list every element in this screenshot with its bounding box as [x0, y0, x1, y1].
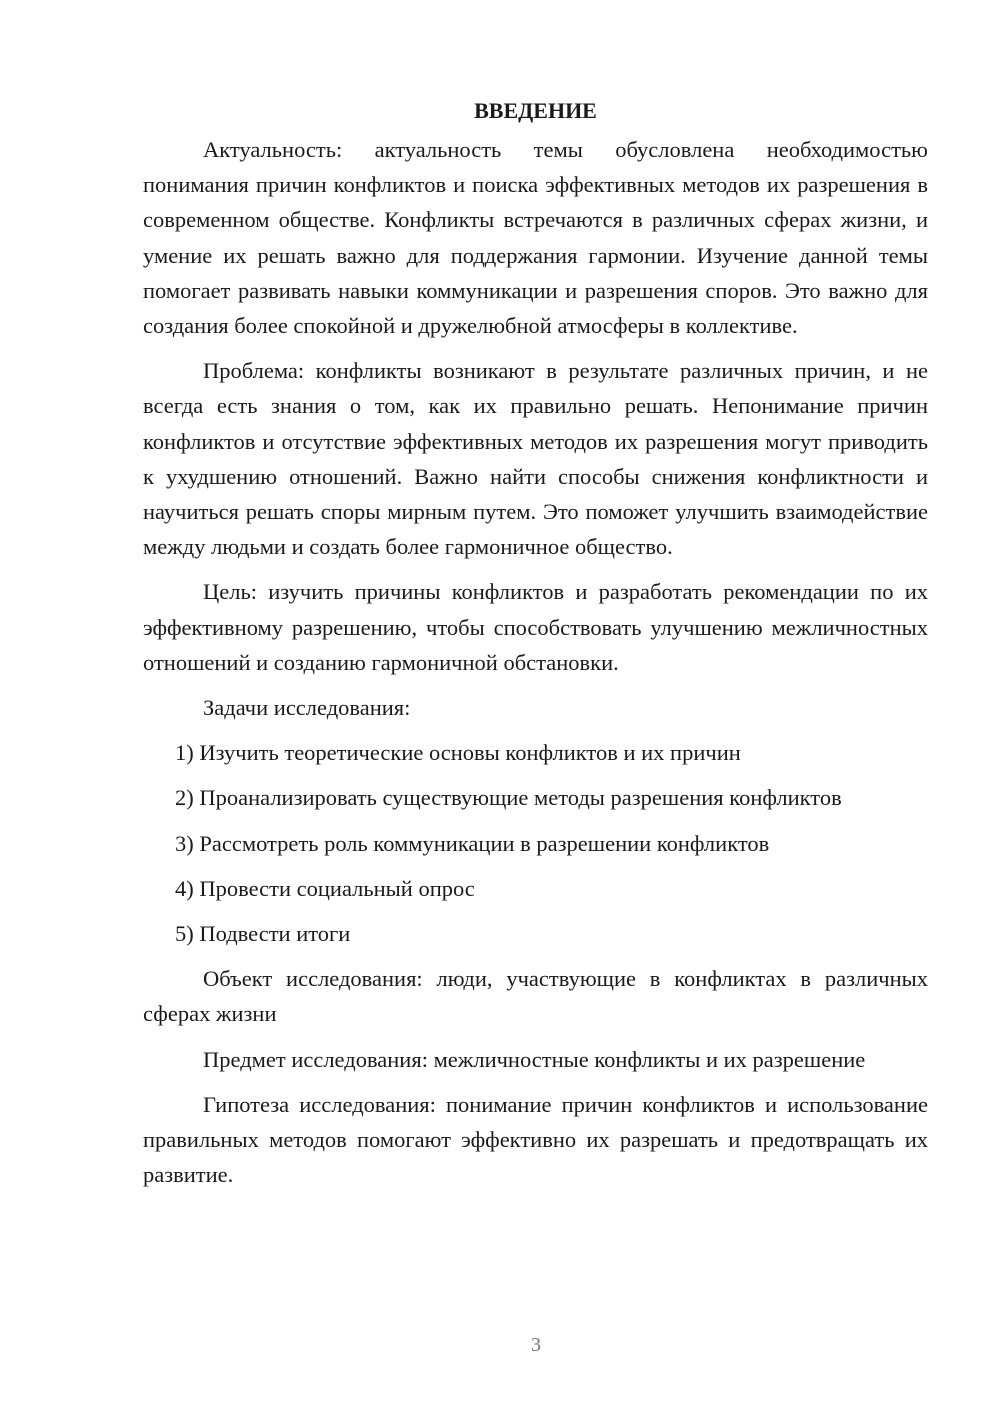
object-paragraph: Объект исследования: люди, участвующие в конфликтах в различных сферах жизни — [143, 966, 928, 1027]
document-page — [143, 96, 928, 1202]
subject-paragraph: Предмет исследования: межличностные конфликты и их разрешение — [203, 1046, 866, 1072]
task-item: 5) Подвести итоги — [175, 921, 351, 947]
relevance-paragraph: Актуальность: актуальность темы обусловлена необходимостью понимания причин конфликтов и поиска эффективных методов их разрешения в современном обществе. Конфликты встречаются в различных сферах жизни, и умение их решать важно для поддержания гармонии. Изучение данной темы помогает развивать навыки коммуникации и разрешения споров. Это важно для создания более спокойной и дружелюбной атмосферы в коллективе. — [143, 137, 928, 339]
task-item: 4) Провести социальный опрос — [175, 875, 475, 901]
problem-paragraph: Проблема: конфликты возникают в результате различных причин, и не всегда есть знания о том, как их правильно решать. Непонимание причин конфликтов и отсутствие эффективных методов их разрешения могут приводить к ухудшению отношений. Важно найти способы снижения конфликтности и научиться решать споры мирным путем. Это поможет улучшить взаимодействие между людьми и создать более гармоничное общество. — [143, 358, 928, 560]
task-item: 1) Изучить теоретические основы конфликтов и их причин — [175, 740, 741, 766]
hypothesis-paragraph: Гипотеза исследования: понимание причин конфликтов и использование правильных методов помогают эффективно их разрешать и предотвращать их развитие. — [143, 1091, 928, 1188]
task-item: 3) Рассмотреть роль коммуникации в разрешении конфликтов — [175, 830, 770, 856]
goal-paragraph: Цель: изучить причины конфликтов и разработать рекомендации по их эффективному разрешению, чтобы способствовать улучшению межличностных отношений и созданию гармоничной обстановки. — [143, 579, 928, 675]
tasks-list — [143, 735, 928, 951]
tasks-heading: Задачи исследования: — [203, 695, 411, 721]
page-number: 3 — [531, 1334, 541, 1356]
task-item: 2) Проанализировать существующие методы разрешения конфликтов — [175, 785, 842, 811]
page-title: ВВЕДЕНИЕ — [474, 98, 597, 123]
